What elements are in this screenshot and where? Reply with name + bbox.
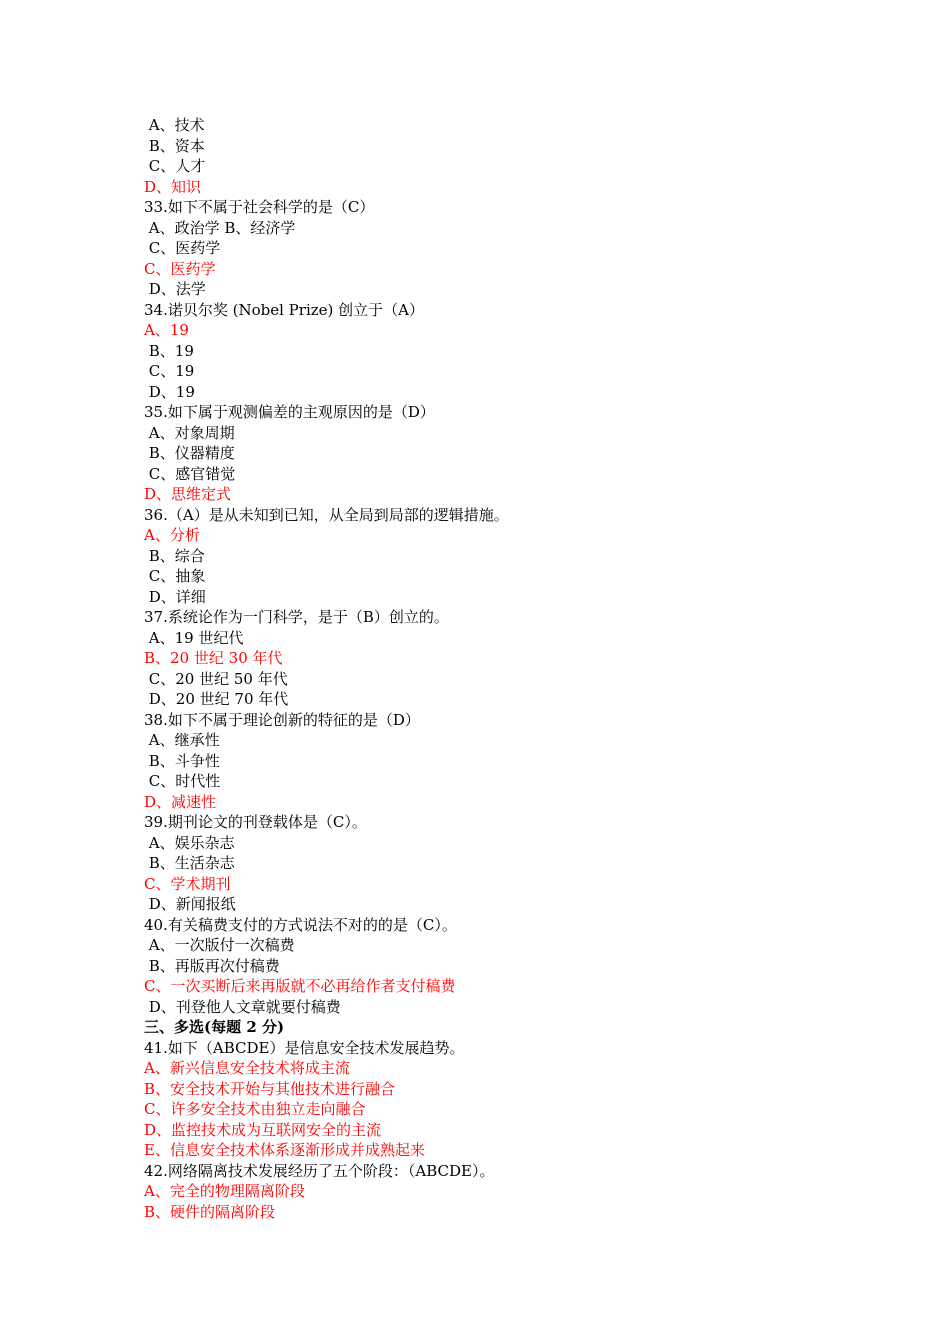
text-line: 34.诺贝尔奖 (Nobel Prize) 创立于（A） [144,300,424,319]
text-line: D、19 [144,382,195,401]
text-line: 37.系统论作为一门科学，是于（B）创立的。 [144,608,449,626]
text-line: 42.网络隔离技术发展经历了五个阶段：（ABCDE）。 [144,1161,495,1180]
answer-line: A、19 [144,321,189,339]
text-line: 41.如下（ABCDE）是信息安全技术发展趋势。 [144,1038,465,1057]
text-line: C、时代性 [144,772,221,790]
text-line: 38.如下不属于理论创新的特征的是（D） [144,710,420,729]
answer-line: B、硬件的隔离阶段 [144,1202,276,1221]
text-line: C、20 世纪 50 年代 [144,669,288,688]
text-line: B、19 [144,341,194,360]
text-line: 39.期刊论文的刊登载体是（C）。 [144,813,367,831]
text-line: D、20 世纪 70 年代 [144,690,289,708]
text-line: 35.如下属于观测偏差的主观原因的是（D） [144,403,435,421]
text-line: 36.（A）是从未知到已知，从全局到局部的逻辑措施。 [144,505,509,524]
document-body [144,115,904,1222]
answer-line: C、许多安全技术由独立走向融合 [144,1100,366,1118]
text-line: 40.有关稿费支付的方式说法不对的的是（C）。 [144,915,457,934]
answer-line: D、知识 [144,177,202,196]
answer-line: A、完全的物理隔离阶段 [144,1182,305,1200]
answer-line: C、学术期刊 [144,874,231,893]
section-heading: 三、多选(每题 2 分) [144,1018,285,1036]
answer-line: B、20 世纪 30 年代 [144,649,283,667]
answer-line: D、思维定式 [144,485,232,503]
text-line: A、技术 [144,116,205,134]
text-line: B、资本 [144,136,205,155]
text-line: C、人才 [144,157,206,175]
text-line: D、法学 [144,280,206,298]
answer-line: A、新兴信息安全技术将成主流 [144,1059,350,1077]
text-line: C、抽象 [144,567,206,585]
answer-line: D、监控技术成为互联网安全的主流 [144,1120,382,1139]
text-line: C、19 [144,362,195,380]
text-line: C、医药学 [144,239,221,257]
text-line: B、综合 [144,546,205,565]
text-line: A、一次版付一次稿费 [144,936,295,954]
text-line: A、政治学 B、经济学 [144,218,296,237]
text-line: D、刊登他人文章就要付稿费 [144,997,341,1016]
text-line: 33.如下不属于社会科学的是（C） [144,198,375,216]
text-line: A、19 世纪代 [144,628,244,647]
text-line: A、对象周期 [144,423,235,442]
answer-line: D、减速性 [144,792,217,811]
text-line: B、仪器精度 [144,444,235,462]
text-line: B、斗争性 [144,751,220,770]
text-line: D、新闻报纸 [144,895,236,913]
text-line: B、再版再次付稿费 [144,956,280,975]
text-line: A、娱乐杂志 [144,833,235,852]
answer-line: C、医药学 [144,259,216,278]
answer-line: C、一次买断后来再版就不必再给作者支付稿费 [144,977,456,995]
text-line: A、继承性 [144,731,220,749]
text-line: C、感官错觉 [144,464,236,483]
answer-line: E、信息安全技术体系逐渐形成并成熟起来 [144,1141,425,1159]
answer-line: A、分析 [144,526,200,544]
answer-line: B、安全技术开始与其他技术进行融合 [144,1079,396,1098]
text-line: D、详细 [144,587,206,606]
text-line: B、生活杂志 [144,854,235,872]
